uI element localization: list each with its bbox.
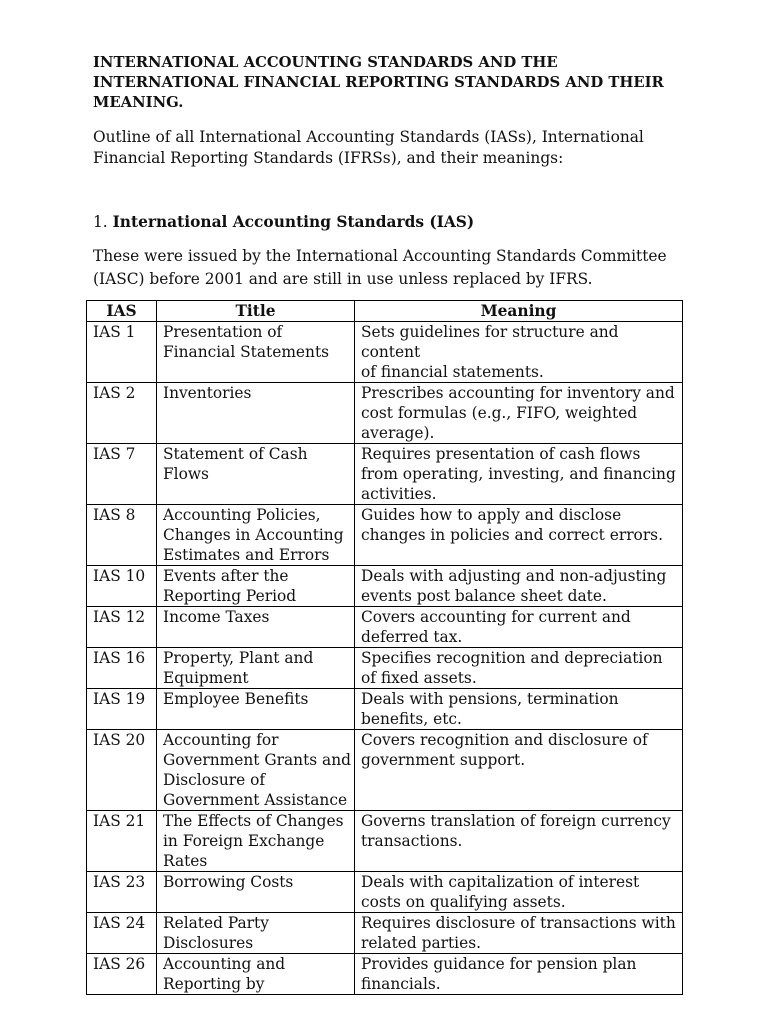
intro-line: Financial Reporting Standards (IFRSs), and their meanings: xyxy=(93,149,564,167)
cell-meaning-line: Requires presentation of cash flows xyxy=(361,445,641,463)
table-row xyxy=(87,730,683,811)
cell-meaning-line: Provides guidance for pension plan xyxy=(361,955,637,973)
table-row xyxy=(87,505,683,566)
cell-meaning-line: transactions. xyxy=(361,832,463,850)
cell-ias-code: IAS 10 xyxy=(87,566,157,607)
cell-ias-code: IAS 21 xyxy=(87,811,157,872)
table-row xyxy=(87,872,683,913)
cell-meaning-line: Requires disclosure of transactions with xyxy=(361,914,676,932)
cell-title xyxy=(157,444,355,505)
cell-meaning-line: deferred tax. xyxy=(361,628,463,646)
section-heading xyxy=(93,212,682,233)
cell-ias-code: IAS 12 xyxy=(87,607,157,648)
table-row xyxy=(87,566,683,607)
cell-title-line: Financial Statements xyxy=(163,343,330,361)
cell-meaning-line: Deals with pensions, termination xyxy=(361,690,619,708)
table-row xyxy=(87,444,683,505)
cell-meaning xyxy=(355,505,683,566)
cell-meaning-line: average). xyxy=(361,424,435,442)
cell-meaning-line: Covers accounting for current and xyxy=(361,608,631,626)
cell-title xyxy=(157,383,355,444)
title-line: INTERNATIONAL FINANCIAL REPORTING STANDARDS AND THEIR xyxy=(93,74,664,91)
table-row xyxy=(87,689,683,730)
cell-title-line: Rates xyxy=(163,852,208,870)
cell-title-line: Borrowing Costs xyxy=(163,873,294,891)
cell-ias-code: IAS 24 xyxy=(87,913,157,954)
cell-meaning xyxy=(355,383,683,444)
cell-title-line: in Foreign Exchange xyxy=(163,832,325,850)
cell-title-line: Accounting and xyxy=(163,955,286,973)
cell-ias-code: IAS 8 xyxy=(87,505,157,566)
cell-title xyxy=(157,913,355,954)
cell-title-line: Equipment xyxy=(163,669,249,687)
intro-line: Outline of all International Accounting Standards (IASs), International xyxy=(93,128,644,146)
column-header-meaning: Meaning xyxy=(355,301,683,322)
cell-meaning-line: events post balance sheet date. xyxy=(361,587,607,605)
cell-meaning-line: from operating, investing, and financing xyxy=(361,465,676,483)
cell-title xyxy=(157,954,355,995)
cell-meaning xyxy=(355,648,683,689)
cell-title xyxy=(157,505,355,566)
table-header-row xyxy=(87,301,683,322)
cell-ias-code: IAS 23 xyxy=(87,872,157,913)
cell-meaning-line: of financial statements. xyxy=(361,363,544,381)
cell-title xyxy=(157,689,355,730)
cell-meaning-line: cost formulas (e.g., FIFO, weighted xyxy=(361,404,638,422)
table-row xyxy=(87,913,683,954)
cell-title xyxy=(157,872,355,913)
document-title xyxy=(93,53,682,113)
cell-title xyxy=(157,566,355,607)
cell-meaning-line: Prescribes accounting for inventory and xyxy=(361,384,675,402)
cell-meaning-line: related parties. xyxy=(361,934,481,952)
description-line: These were issued by the International Accounting Standards Committee xyxy=(93,247,667,265)
cell-meaning xyxy=(355,689,683,730)
cell-title-line: Reporting Period xyxy=(163,587,297,605)
title-line: MEANING. xyxy=(93,94,184,111)
cell-meaning-line: government support. xyxy=(361,751,526,769)
cell-meaning xyxy=(355,444,683,505)
cell-ias-code: IAS 16 xyxy=(87,648,157,689)
cell-title-line: Events after the xyxy=(163,567,289,585)
description-line: (IASC) before 2001 and are still in use unless replaced by IFRS. xyxy=(93,270,593,288)
cell-meaning xyxy=(355,566,683,607)
cell-ias-code: IAS 7 xyxy=(87,444,157,505)
cell-meaning-line: Sets guidelines for structure and content xyxy=(361,323,619,361)
cell-title xyxy=(157,811,355,872)
intro-paragraph xyxy=(93,127,682,169)
cell-title-line: Income Taxes xyxy=(163,608,270,626)
cell-title-line: Disclosures xyxy=(163,934,254,952)
cell-title-line: Government Grants and xyxy=(163,751,351,769)
table-row xyxy=(87,648,683,689)
cell-meaning-line: activities. xyxy=(361,485,437,503)
cell-title xyxy=(157,730,355,811)
cell-meaning-line: Deals with adjusting and non-adjusting xyxy=(361,567,667,585)
table-row xyxy=(87,811,683,872)
table-row xyxy=(87,607,683,648)
cell-title xyxy=(157,648,355,689)
table-body xyxy=(87,322,683,995)
title-line: INTERNATIONAL ACCOUNTING STANDARDS AND THE xyxy=(93,54,558,71)
column-header-title: Title xyxy=(157,301,355,322)
cell-ias-code: IAS 19 xyxy=(87,689,157,730)
cell-title xyxy=(157,322,355,383)
cell-title-line: Accounting Policies, xyxy=(163,506,321,524)
section-number: 1. xyxy=(93,213,108,231)
cell-title-line: Presentation of xyxy=(163,323,283,341)
cell-ias-code: IAS 20 xyxy=(87,730,157,811)
cell-meaning-line: financials. xyxy=(361,975,441,993)
cell-ias-code: IAS 26 xyxy=(87,954,157,995)
cell-title-line: Government Assistance xyxy=(163,791,348,809)
cell-meaning-line: changes in policies and correct errors. xyxy=(361,526,663,544)
cell-meaning xyxy=(355,913,683,954)
table-row xyxy=(87,954,683,995)
cell-title-line: Inventories xyxy=(163,384,252,402)
cell-meaning xyxy=(355,607,683,648)
cell-title-line: Flows xyxy=(163,465,209,483)
cell-title-line: Property, Plant and xyxy=(163,649,314,667)
table-row xyxy=(87,322,683,383)
cell-title-line: Accounting for xyxy=(163,731,279,749)
cell-meaning xyxy=(355,322,683,383)
cell-title-line: The Effects of Changes xyxy=(163,812,344,830)
cell-meaning-line: costs on qualifying assets. xyxy=(361,893,566,911)
cell-title xyxy=(157,607,355,648)
cell-title-line: Changes in Accounting xyxy=(163,526,344,544)
cell-meaning-line: Governs translation of foreign currency xyxy=(361,812,671,830)
section-title: International Accounting Standards (IAS) xyxy=(112,213,475,231)
cell-title-line: Statement of Cash xyxy=(163,445,308,463)
cell-title-line: Disclosure of xyxy=(163,771,266,789)
cell-title-line: Reporting by xyxy=(163,975,265,993)
cell-meaning xyxy=(355,811,683,872)
cell-meaning-line: Deals with capitalization of interest xyxy=(361,873,640,891)
table-row xyxy=(87,383,683,444)
cell-meaning-line: benefits, etc. xyxy=(361,710,462,728)
cell-meaning xyxy=(355,954,683,995)
cell-title-line: Related Party xyxy=(163,914,269,932)
cell-meaning-line: Covers recognition and disclosure of xyxy=(361,731,648,749)
cell-meaning-line: Specifies recognition and depreciation xyxy=(361,649,663,667)
section-description xyxy=(93,245,682,291)
cell-title-line: Employee Benefits xyxy=(163,690,309,708)
column-header-ias: IAS xyxy=(87,301,157,322)
ias-table xyxy=(86,300,683,995)
cell-meaning-line: Guides how to apply and disclose xyxy=(361,506,622,524)
cell-meaning xyxy=(355,872,683,913)
cell-ias-code: IAS 2 xyxy=(87,383,157,444)
cell-meaning-line: of fixed assets. xyxy=(361,669,477,687)
cell-ias-code: IAS 1 xyxy=(87,322,157,383)
cell-meaning xyxy=(355,730,683,811)
cell-title-line: Estimates and Errors xyxy=(163,546,330,564)
